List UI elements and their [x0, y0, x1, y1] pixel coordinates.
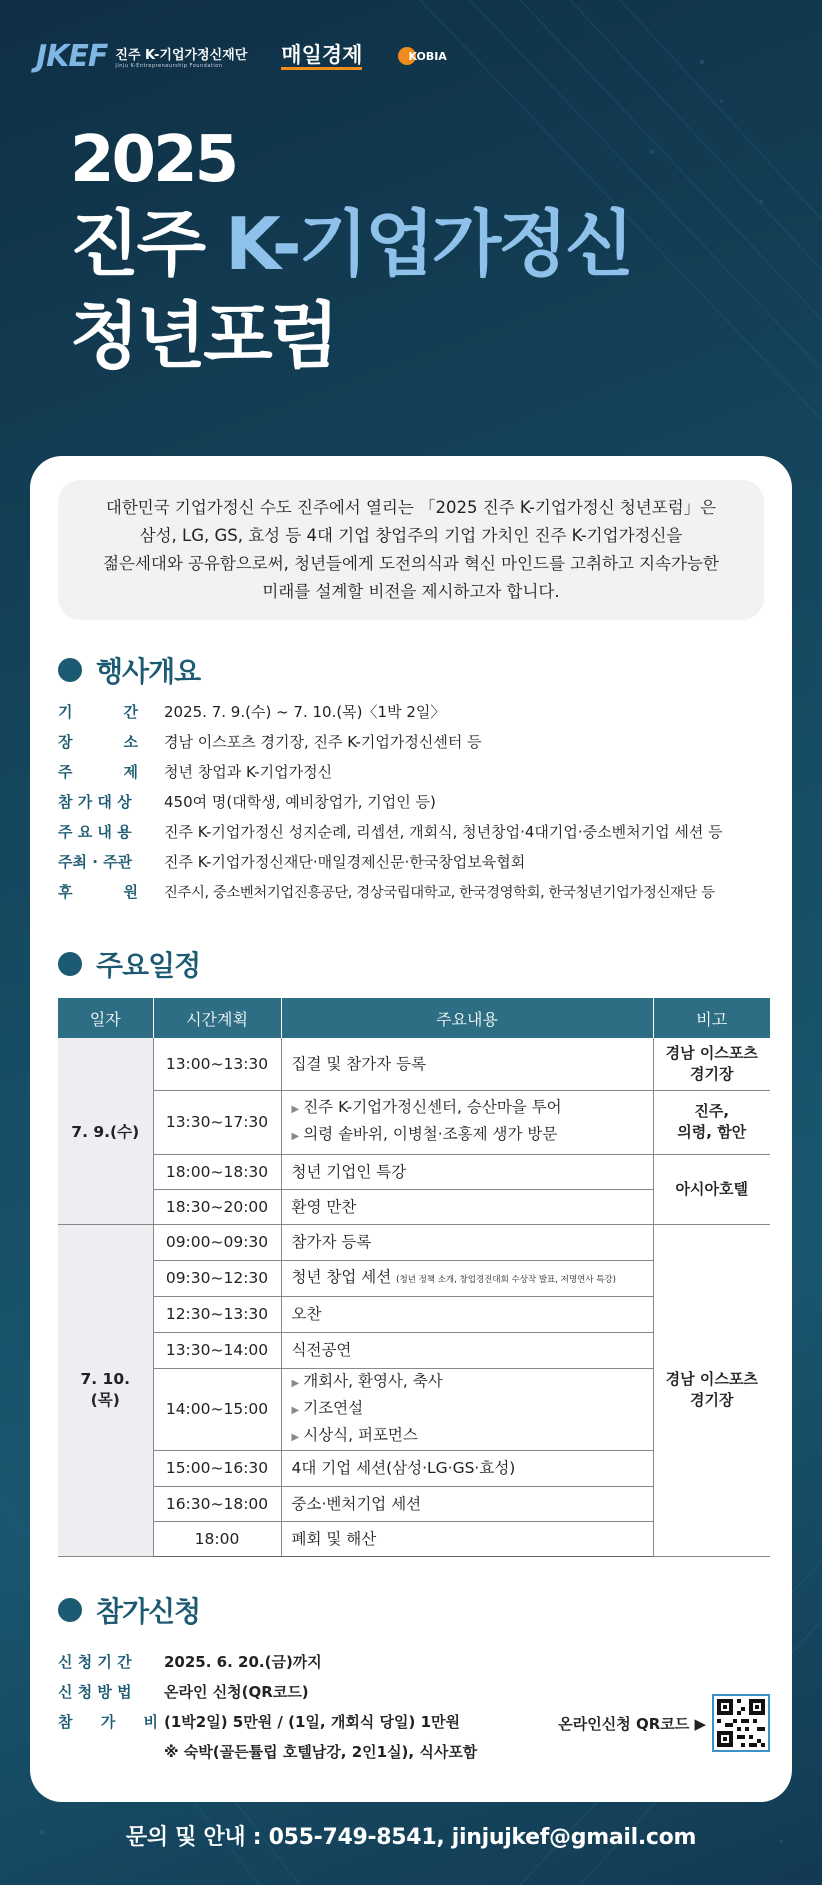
table-header: 시간계획 [153, 998, 281, 1038]
table-row [58, 1090, 770, 1154]
schedule-note: 아시아호텔 [653, 1154, 770, 1224]
section-bullet-icon [58, 1598, 82, 1622]
table-row [58, 1154, 770, 1189]
intro-line: 미래를 설계할 비전을 제시하고자 합니다. [262, 582, 560, 601]
schedule-time: 12:30~13:30 [153, 1296, 281, 1332]
overview-label: 주최 · 주관 [58, 852, 133, 871]
kobia-logo-text: KOBIA [408, 49, 447, 63]
jkef-logo-mark: JKEF [36, 38, 108, 74]
apply-label: 신 청 방 법 [58, 1682, 132, 1701]
bullet-icon: ▶ [291, 1404, 300, 1416]
overview-label: 장 소 [58, 732, 138, 751]
title-line2 [70, 198, 631, 290]
schedule-time: 18:30~20:00 [153, 1189, 281, 1224]
overview-value: 2025. 7. 9.(수) ~ 7. 10.(목)〈1박 2일〉 [164, 702, 446, 721]
schedule-content: 참가자 등록 [281, 1224, 653, 1260]
schedule-table [58, 998, 770, 1557]
schedule-content: 청년 창업 세션 (청년 정책 소개, 창업경진대회 수상작 발표, 저명연사 특강) [281, 1260, 653, 1296]
page-title [70, 122, 631, 382]
overview-label: 주 요 내 용 [58, 822, 132, 841]
overview-label: 후 원 [58, 882, 138, 901]
qr-code-icon [717, 1699, 765, 1747]
qr-label: 온라인신청 QR코드 ▶ [558, 1714, 706, 1733]
apply-label: 신 청 기 간 [58, 1652, 132, 1671]
schedule-time: 13:30~14:00 [153, 1332, 281, 1368]
apply-value: (1박2일) 5만원 / (1일, 개회식 당일) 1만원 [164, 1712, 460, 1731]
table-header: 일자 [58, 998, 153, 1038]
overview-label: 기 간 [58, 702, 138, 721]
apply-value: 온라인 신청(QR코드) [164, 1682, 309, 1701]
schedule-note: 경남 이스포츠 경기장 [653, 1224, 770, 1556]
overview-row [58, 756, 778, 786]
overview-value: 진주 K-기업가정신재단·매일경제신문·한국창업보육협회 [164, 852, 526, 871]
intro-line: 삼성, LG, GS, 효성 등 4대 기업 창업주의 기업 가치인 진주 K-기업가정신을 [139, 526, 683, 545]
schedule-time: 09:00~09:30 [153, 1224, 281, 1260]
title-line3: 청년포럼 [70, 294, 337, 378]
qr-area [558, 1694, 770, 1752]
schedule-note: 경남 이스포츠 경기장 [653, 1038, 770, 1090]
schedule-content: 청년 기업인 특강 [281, 1154, 653, 1189]
intro-box [58, 480, 764, 620]
overview-row [58, 876, 778, 906]
overview-heading-text: 행사개요 [96, 655, 201, 688]
schedule-content: ▶ 개회사, 환영사, 축사 ▶ 기조연설 ▶ 시상식, 퍼포먼스 [281, 1368, 653, 1450]
apply-heading [58, 1590, 200, 1630]
schedule-time: 13:30~17:30 [153, 1090, 281, 1154]
schedule-time: 16:30~18:00 [153, 1486, 281, 1521]
jkef-logo [36, 39, 247, 74]
schedule-heading-text: 주요일정 [96, 949, 201, 982]
overview-list [58, 696, 778, 906]
contact-footer: 문의 및 안내 : 055-749-8541, jinjujkef@gmail.com [125, 1825, 697, 1850]
apply-row [58, 1646, 778, 1676]
schedule-content: 환영 만찬 [281, 1189, 653, 1224]
title-line2-highlight: K-기업가정신 [225, 202, 632, 286]
title-line2-prefix: 진주 [70, 202, 226, 286]
intro-line: 대한민국 기업가정신 수도 진주에서 열리는 「2025 진주 K-기업가정신 청년포럼」은 [105, 498, 717, 517]
table-row [58, 1224, 770, 1260]
schedule-content: 폐회 및 해산 [281, 1521, 653, 1556]
bullet-icon: ▶ [291, 1104, 300, 1115]
kobia-logo [398, 47, 446, 65]
title-year: 2025 [70, 123, 237, 197]
overview-value: 진주 K-기업가정신 성지순례, 리셉션, 개회식, 청년창업·4대기업·중소벤처기업 세션 등 [164, 822, 723, 841]
table-header: 비고 [653, 998, 770, 1038]
logo-bar [36, 38, 447, 74]
schedule-content: 4대 기업 세션(삼성·LG·GS·효성) [281, 1450, 653, 1486]
overview-value: 경남 이스포츠 경기장, 진주 K-기업가정신센터 등 [164, 732, 482, 751]
schedule-content: 집결 및 참가자 등록 [281, 1038, 653, 1090]
content-card [30, 456, 792, 1802]
schedule-content: 식전공연 [281, 1332, 653, 1368]
schedule-content: 오찬 [281, 1296, 653, 1332]
schedule-date: 7. 9.(수) [58, 1038, 153, 1224]
overview-label: 참 가 대 상 [58, 792, 132, 811]
intro-line: 젊은세대와 공유함으로써, 청년들에게 도전의식과 혁신 마인드를 고취하고 지속가능한 [103, 554, 719, 573]
schedule-content: ▶ 진주 K-기업가정신센터, 승산마을 투어 ▶ 의령 솥바위, 이병철·조홍제 생가 방문 [281, 1090, 653, 1154]
overview-row [58, 696, 778, 726]
apply-note: ※ 숙박(골든튤립 호텔남강, 2인1실), 식사포함 [164, 1742, 478, 1761]
section-bullet-icon [58, 658, 82, 682]
bullet-icon: ▶ [291, 1131, 300, 1142]
overview-row [58, 786, 778, 816]
overview-row [58, 846, 778, 876]
apply-value: 2025. 6. 20.(금)까지 [164, 1652, 322, 1671]
overview-value: 청년 창업과 K-기업가정신 [164, 762, 333, 781]
overview-heading [58, 650, 200, 690]
overview-value: 450여 명(대학생, 예비창업가, 기업인 등) [164, 792, 436, 811]
overview-row [58, 816, 778, 846]
jkef-logo-name: 진주 K-기업가정신재단 [115, 47, 248, 63]
apply-heading-text: 참가신청 [96, 1595, 201, 1628]
schedule-time: 09:30~12:30 [153, 1260, 281, 1296]
qr-code[interactable] [712, 1694, 770, 1752]
schedule-time: 15:00~16:30 [153, 1450, 281, 1486]
schedule-time: 13:00~13:30 [153, 1038, 281, 1090]
bullet-icon: ▶ [291, 1431, 300, 1443]
overview-value: 진주시, 중소벤처기업진흥공단, 경상국립대학교, 한국경영학회, 한국청년기업가정신재단 등 [164, 884, 715, 901]
schedule-heading [58, 944, 200, 984]
schedule-content: 중소·벤처기업 세션 [281, 1486, 653, 1521]
table-header: 주요내용 [281, 998, 653, 1038]
schedule-time: 18:00 [153, 1521, 281, 1556]
overview-row [58, 726, 778, 756]
section-bullet-icon [58, 952, 82, 976]
jkef-logo-en: Jinju K-Entrepreneurship Foundation [115, 62, 223, 69]
schedule-time: 14:00~15:00 [153, 1368, 281, 1450]
schedule-date: 7. 10.(목) [58, 1224, 153, 1556]
apply-label: 참 가 비 [58, 1712, 158, 1731]
schedule-time: 18:00~18:30 [153, 1154, 281, 1189]
overview-label: 주 제 [58, 762, 138, 781]
table-row [58, 1038, 770, 1090]
schedule-note: 진주, 의령, 함안 [653, 1090, 770, 1154]
bullet-icon: ▶ [291, 1377, 300, 1389]
maeil-logo: 매일경제 [281, 43, 362, 70]
